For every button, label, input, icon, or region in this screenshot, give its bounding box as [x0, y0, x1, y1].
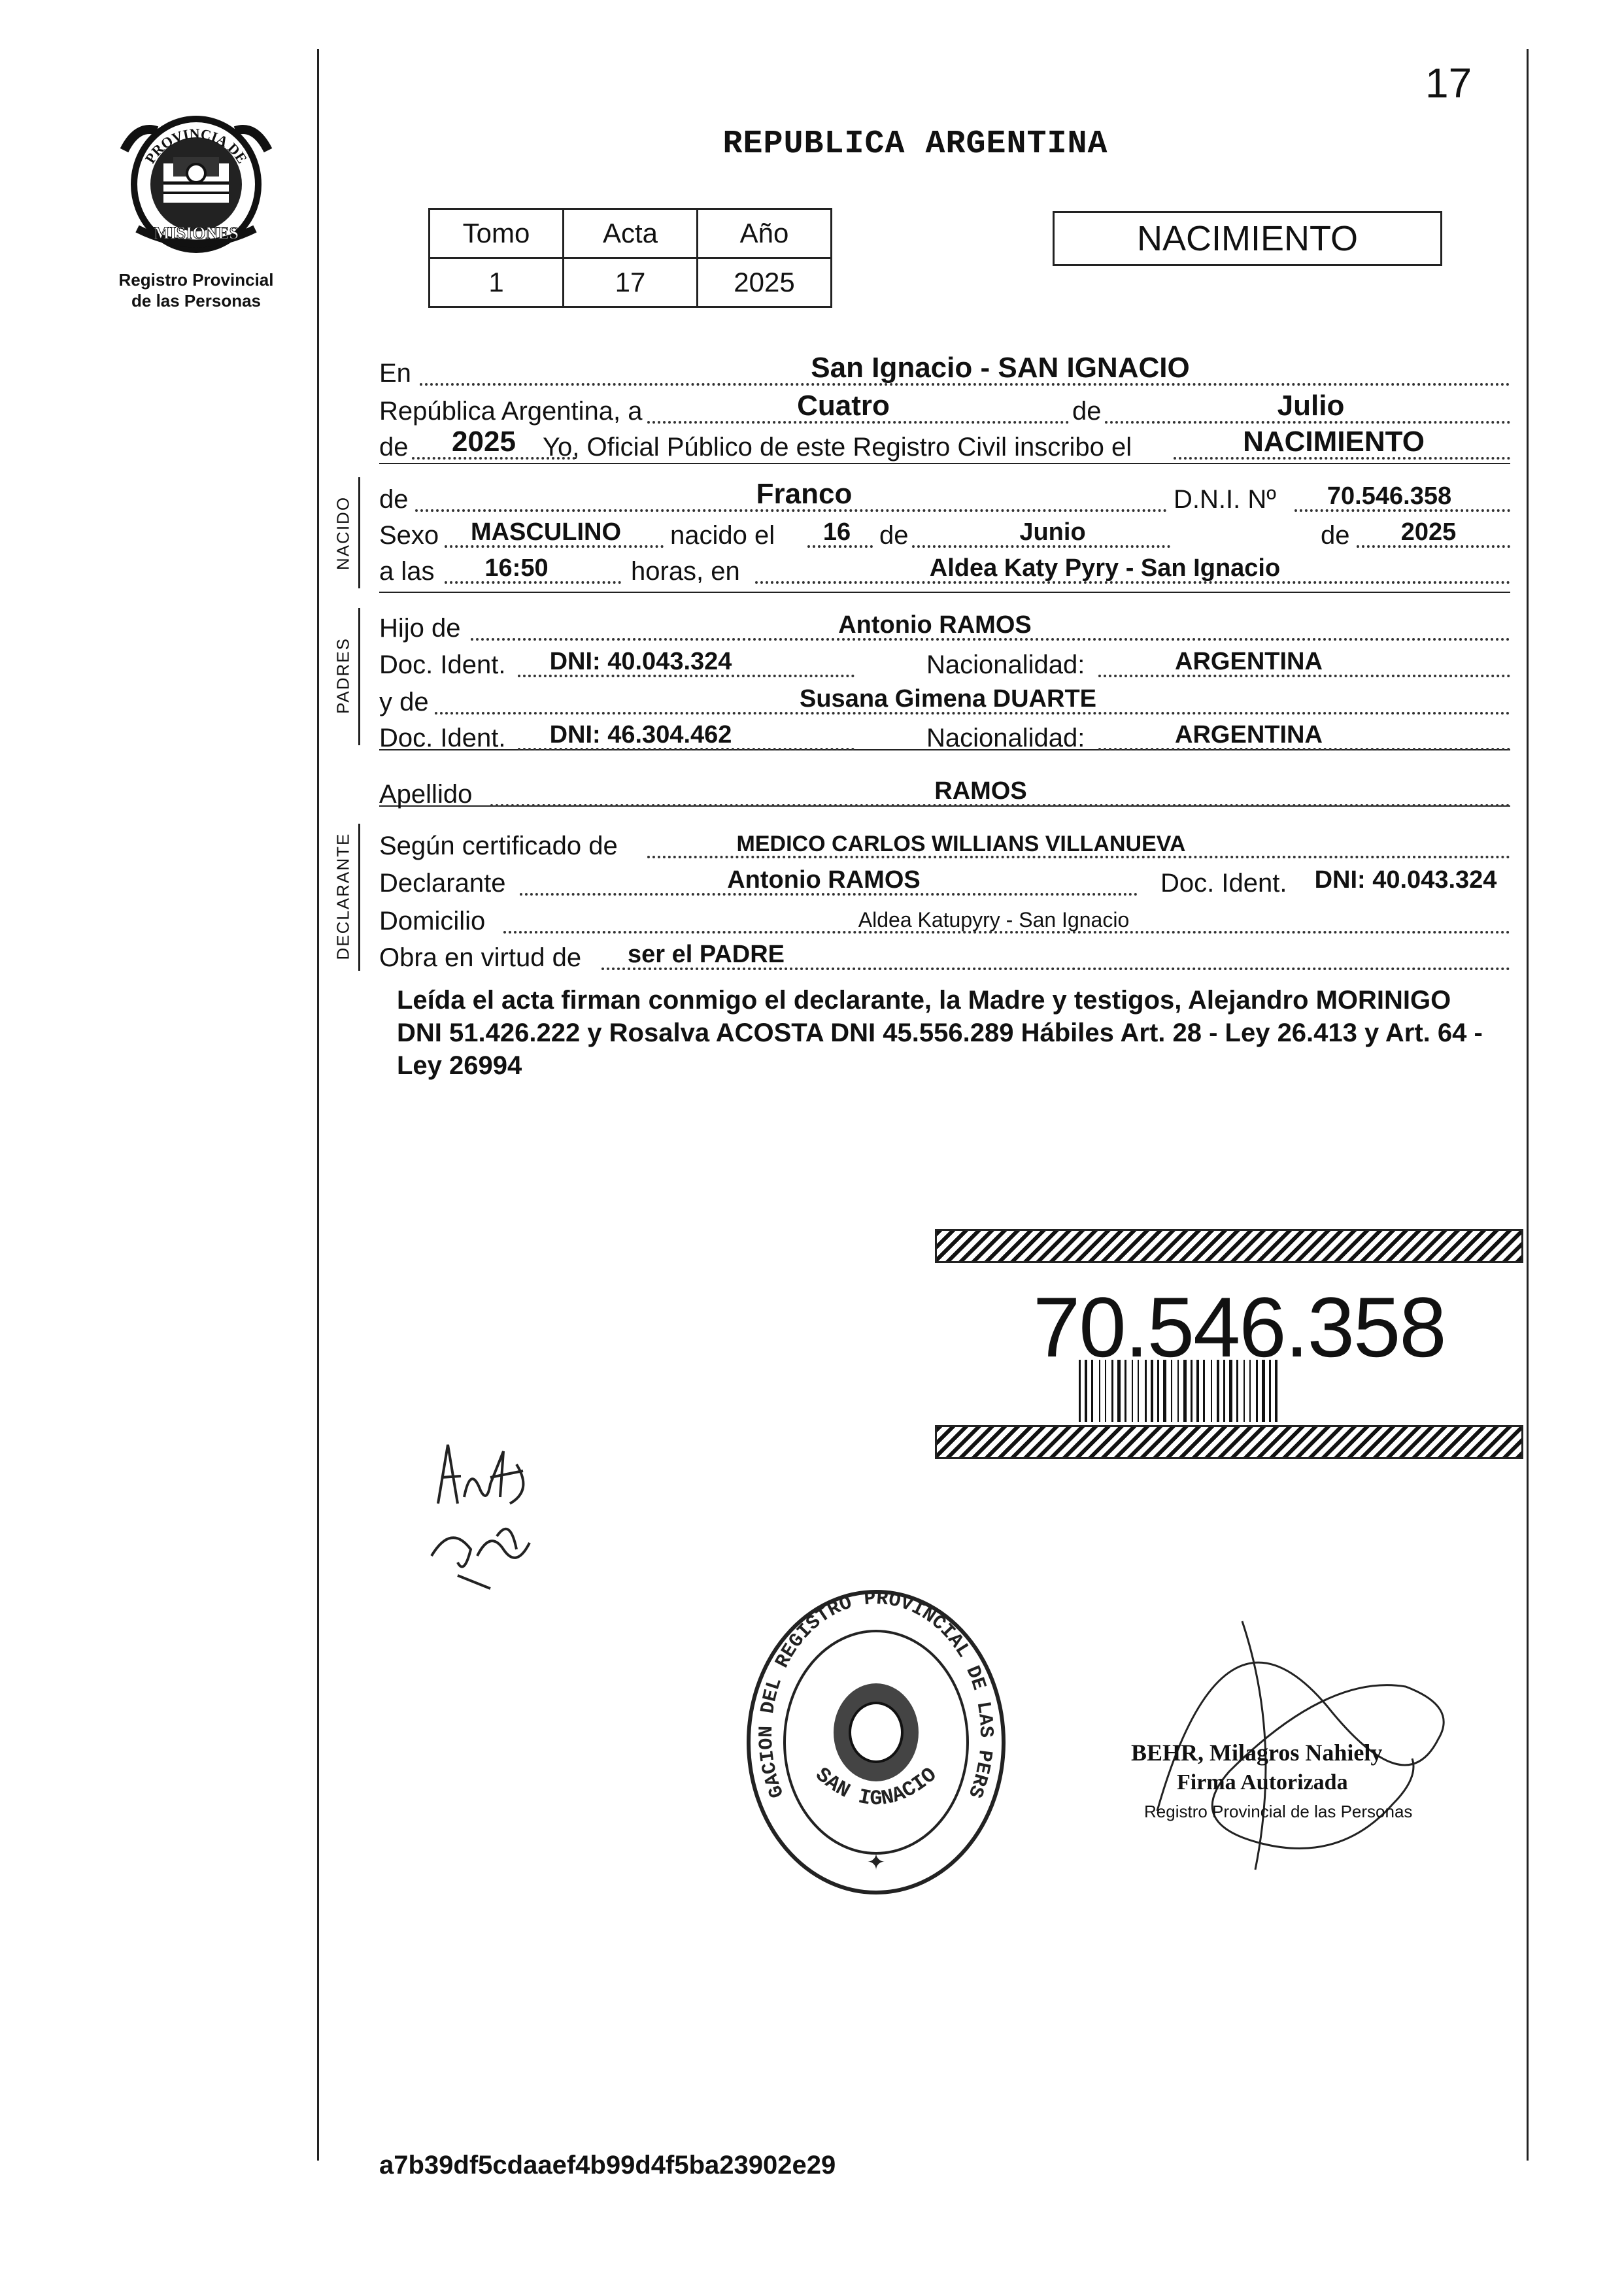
- stamp-ring-text: GACION DEL REGISTRO PROVINCIAL DE LAS PERS: [755, 1587, 997, 1801]
- nombre-label: de: [379, 485, 409, 514]
- official-stamp: [739, 1582, 1013, 1902]
- signer-name: BEHR, Milagros Nahiely: [1131, 1740, 1383, 1766]
- row-hora: [379, 552, 1510, 590]
- nac-dia-value: 16: [822, 518, 851, 546]
- row-padre: [379, 609, 1510, 647]
- padre-nac-value: ARGENTINA: [1175, 648, 1323, 675]
- separator-2: [379, 592, 1510, 593]
- row-padre-doc: [379, 646, 1510, 684]
- id-number: 70.546.358: [1033, 1279, 1446, 1375]
- dni-value: 70.546.358: [1327, 482, 1452, 510]
- dia-value: Cuatro: [797, 390, 890, 422]
- nac-anio-value: 2025: [1400, 518, 1457, 546]
- acta-header: Acta: [564, 209, 698, 258]
- act-type-box: NACIMIENTO: [1053, 211, 1442, 266]
- stamp-star-icon: ✦: [866, 1850, 886, 1875]
- page-number: 17: [1425, 59, 1472, 107]
- lugar-value: Aldea Katy Pyry - San Ignacio: [929, 554, 1281, 582]
- madre-doc-label: Doc. Ident.: [379, 724, 506, 752]
- tomo-header: Tomo: [430, 209, 564, 258]
- certificado-label: Según certificado de: [379, 832, 618, 860]
- declarante-section-label: DECLARANTE: [333, 832, 353, 960]
- left-margin-line: [317, 49, 319, 2161]
- tomo-value: 1: [430, 258, 564, 307]
- dni-label: D.N.I. Nº: [1174, 485, 1276, 514]
- row-inscribo: [379, 428, 1510, 466]
- obra-label: Obra en virtud de: [379, 943, 582, 972]
- closing-text: Leída el acta firman conmigo el declarante, la Madre y testigos, Alejandro MORINIGO DNI 51.426.222 y Rosalva ACOSTA DNI 45.556.289 Hábiles Art. 28 - Ley 26.413 y Art. 64 - Ley 26994: [397, 986, 1483, 1080]
- en-label: En: [379, 359, 411, 388]
- handwritten-initials: [418, 1425, 543, 1595]
- nacido-el-label: nacido el: [670, 521, 775, 550]
- anio-header: Año: [698, 209, 832, 258]
- domicilio-value: Aldea Katupyry - San Ignacio: [858, 908, 1130, 932]
- anio-value: 2025: [452, 426, 516, 458]
- obra-value: ser el PADRE: [627, 941, 785, 968]
- madre-value: Susana Gimena DUARTE: [800, 685, 1096, 713]
- horas-en-label: horas, en: [631, 557, 740, 586]
- nac-mes-value: Junio: [1019, 518, 1086, 546]
- logo-caption-line2: de las Personas: [131, 291, 261, 311]
- sexo-value: MASCULINO: [470, 518, 622, 546]
- authorized-signature: [1131, 1608, 1471, 1883]
- misiones-logo: [111, 111, 281, 261]
- logo-caption: [98, 269, 294, 311]
- padre-value: Antonio RAMOS: [838, 611, 1032, 639]
- hora-value: 16:50: [484, 554, 549, 582]
- row-certificado: [379, 827, 1510, 865]
- en-value: San Ignacio - SAN IGNACIO: [811, 352, 1190, 384]
- barcode-top-band: [935, 1229, 1523, 1263]
- a-las-label: a las: [379, 557, 435, 586]
- madre-nac-value: ARGENTINA: [1175, 721, 1323, 749]
- row-declarante: [379, 864, 1510, 902]
- row-en: [379, 354, 1510, 392]
- decl-doc-label: Doc. Ident.: [1160, 869, 1287, 898]
- acta-value: 17: [564, 258, 698, 307]
- row-obra: [379, 939, 1510, 977]
- logo-caption-line1: Registro Provincial: [118, 270, 274, 290]
- sexo-label: Sexo: [379, 521, 439, 550]
- row-nombre: [379, 480, 1510, 518]
- logo-text-bottom: MISIONES: [153, 224, 239, 243]
- signer-office: Registro Provincial de las Personas: [1144, 1802, 1413, 1821]
- row-fecha: [379, 392, 1510, 430]
- declarante-label: Declarante: [379, 869, 506, 898]
- hijo-de-label: Hijo de: [379, 614, 461, 643]
- declarante-bar: [358, 824, 360, 971]
- tomo-acta-table: [428, 208, 832, 308]
- de-label: de: [1072, 397, 1102, 426]
- country-title: REPUBLICA ARGENTINA: [722, 126, 1108, 163]
- apellido-label: Apellido: [379, 780, 473, 809]
- nacido-section-label: NACIDO: [333, 496, 353, 571]
- yo-text: Yo, Oficial Público de este Registro Civil inscribo el: [543, 433, 1132, 462]
- logo-text-top: PROVINCIA DE: [141, 125, 251, 167]
- nombre-value: Franco: [756, 478, 853, 510]
- barcode-bottom-band: [935, 1425, 1523, 1459]
- declarante-value: Antonio RAMOS: [727, 866, 921, 894]
- apellido-value: RAMOS: [934, 777, 1027, 805]
- padres-bar: [358, 608, 360, 745]
- right-margin-line: [1527, 49, 1529, 2161]
- y-de-label: y de: [379, 688, 429, 716]
- document-hash: a7b39df5cdaaef4b99d4f5ba23902e29: [379, 2151, 836, 2180]
- anio-value: 2025: [698, 258, 832, 307]
- madre-nacionalidad-label: Nacionalidad:: [926, 724, 1085, 752]
- padre-nacionalidad-label: Nacionalidad:: [926, 650, 1085, 679]
- nac-de2-label: de: [1321, 521, 1350, 550]
- row-madre: [379, 683, 1510, 721]
- nac-de-label: de: [879, 521, 909, 550]
- stamp-inner-text: SAN IGNACIO: [810, 1762, 942, 1811]
- decl-doc-value: DNI: 40.043.324: [1314, 866, 1497, 894]
- de2-label: de: [379, 433, 409, 462]
- nacido-bar: [358, 477, 360, 588]
- padre-doc-value: DNI: 40.043.324: [549, 648, 732, 675]
- padre-doc-label: Doc. Ident.: [379, 650, 506, 679]
- republica-label: República Argentina, a: [379, 397, 643, 426]
- signer-role: Firma Autorizada: [1177, 1770, 1348, 1794]
- row-sexo: [379, 516, 1510, 554]
- inscribo-value: NACIMIENTO: [1243, 426, 1425, 458]
- row-madre-doc: [379, 719, 1510, 757]
- madre-doc-value: DNI: 46.304.462: [549, 721, 732, 749]
- row-apellido: [379, 775, 1510, 813]
- certificado-value: MEDICO CARLOS WILLIANS VILLANUEVA: [736, 832, 1186, 856]
- padres-section-label: PADRES: [333, 637, 353, 714]
- domicilio-label: Domicilio: [379, 907, 486, 935]
- mes-value: Julio: [1277, 390, 1345, 422]
- row-domicilio: [379, 902, 1510, 940]
